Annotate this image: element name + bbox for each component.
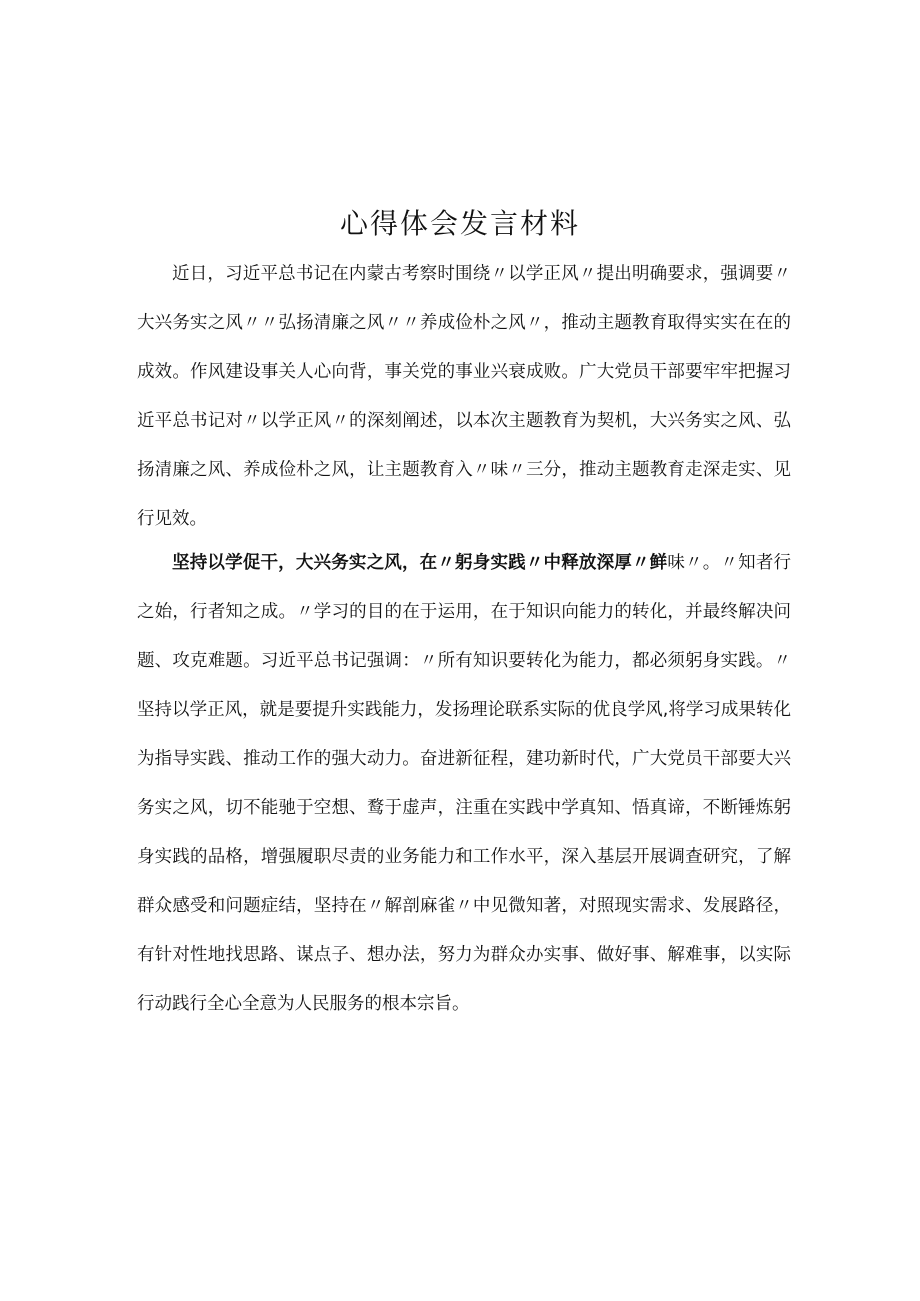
document-title: 心得体会发言材料 bbox=[339, 207, 580, 240]
paragraph-1-text: 近日，习近平总书记在内蒙古考察时围绕〃以学正风〃提出明确要求，强调要〃大兴务实之风〃〃弘扬清廉之风〃〃养成俭朴之风〃，推动主题教育取得实实在在的成效。作风建设事关人心向背，事关党的事业兴衰成败。广大党员干部要牢牢把握习近平总书记对〃以学正风〃的深刻阐述，以本次主题教育为契机，大兴务实之风、弘扬清廉之风、养成俭朴之风，让主题教育入〃味〃三分，推动主题教育走深走实、见行见效。 bbox=[137, 264, 791, 529]
paragraph-1 bbox=[137, 250, 791, 544]
paragraph-2-text: 味〃。〃知者行之始，行者知之成。〃学习的目的在于运用，在于知识向能力的转化，并最终解决问题、攻克难题。习近平总书记强调：〃所有知识要转化为能力，都必须躬身实践。〃坚持以学正风，就是要提升实践能力，发扬理论联系实际的优良学风,将学习成果转化为指导实践、推动工作的强大动力。奋进新征程，建功新时代，广大党员干部要大兴务实之风，切不能驰于空想、鹜于虚声，注重在实践中学真知、悟真谛，不断锤炼躬身实践的品格，增强履职尽责的业务能力和工作水平，深入基层开展调查研究，了解群众感受和问题症结，坚持在〃解剖麻雀〃中见微知著，对照现实需求、发展路径，有针对性地找思路、谋点子、想办法，努力为群众办实事、做好事、解难事，以实际行动践行全心全意为人民服务的根本宗旨。 bbox=[137, 553, 792, 1014]
paragraph-2 bbox=[137, 539, 791, 1029]
paragraph-2-lead: 坚持以学促干，大兴务实之风，在〃躬身实践〃中释放深厚〃鲜 bbox=[172, 553, 668, 573]
